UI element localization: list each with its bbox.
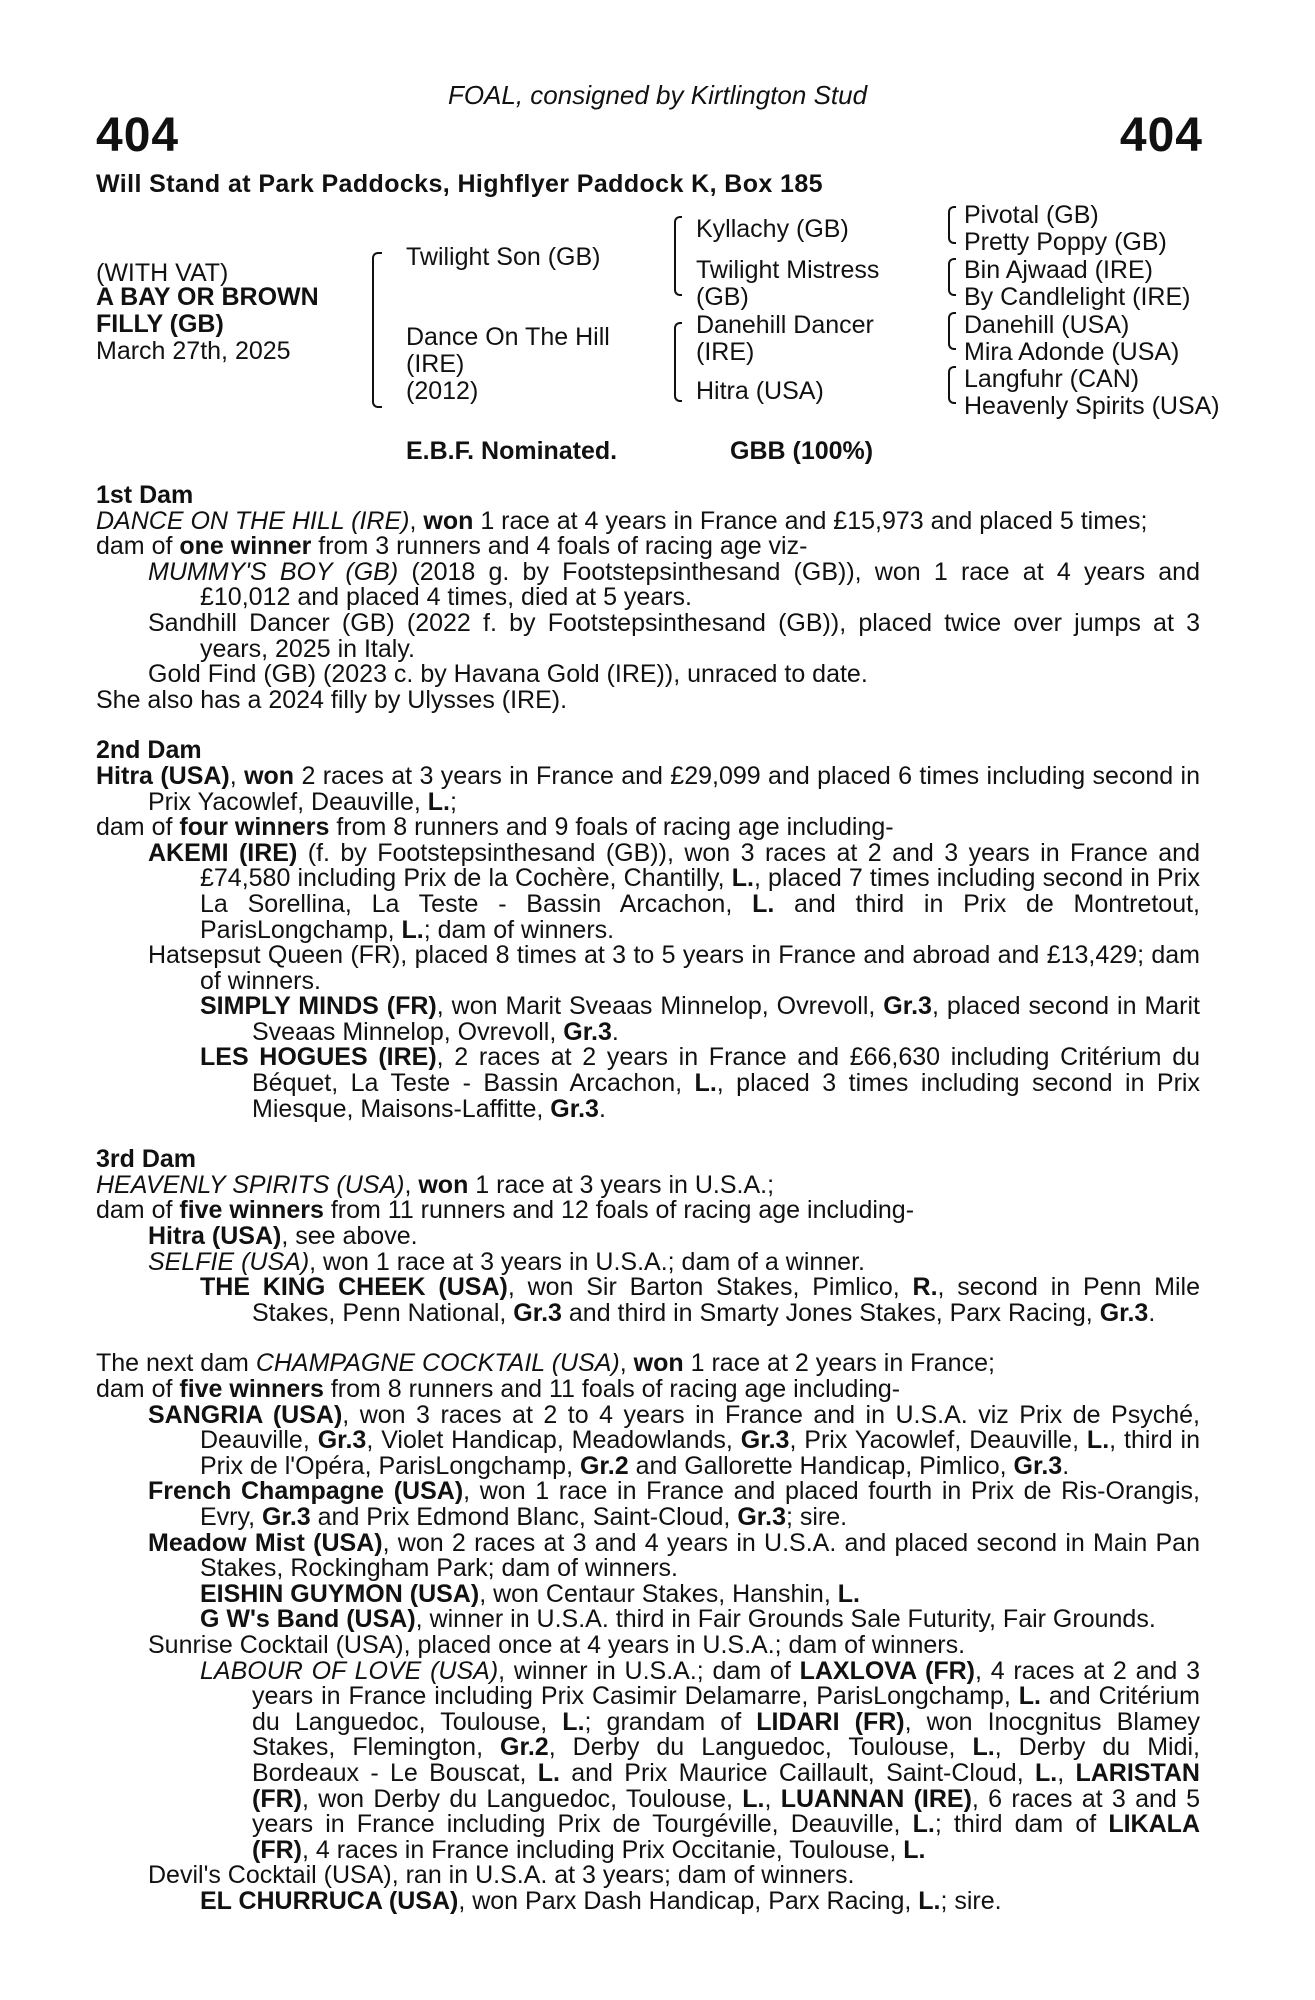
ggp-ddd: Heavenly Spirits (USA) [964, 392, 1220, 420]
third-dam-produce-summary: dam of five winners from 11 runners and 12 foals of racing age including- [96, 1196, 915, 1225]
ggp-sss: Pivotal (GB) [964, 201, 1099, 229]
gbb-status: GBB (100%) [730, 437, 874, 465]
first-dam-name: DANCE ON THE HILL (IRE) [96, 506, 410, 535]
second-dam-produce-summary: dam of four winners from 8 runners and 9 foals of racing age including- [96, 813, 894, 842]
first-dam-produce-1: MUMMY'S BOY (GB) (2018 g. by Footstepsinthesand (GB)), won 1 race at 4 years and £10,012 and placed 4 times, died at 5 years. [148, 557, 1200, 612]
sire-dam-line2: (GB) [696, 283, 749, 311]
lot-number-right: 404 [1119, 109, 1203, 162]
third-dam-section [96, 1147, 1200, 1326]
third-dam-heading: 3rd Dam [96, 1145, 197, 1174]
sire-dam-line1: Twilight Mistress [696, 256, 880, 284]
next-dam-produce-summary: dam of five winners from 8 runners and 11 foals of racing age including- [96, 1375, 901, 1403]
pedigree-brace-3b [948, 258, 956, 296]
dam-name-line2: (IRE) [406, 350, 465, 378]
dam-dam: Hitra (USA) [696, 377, 824, 405]
vat-status: (WITH VAT) [96, 259, 229, 287]
third-dam-produce-1: Hitra (USA), see above. [148, 1222, 418, 1251]
horse-description-line2: FILLY (GB) [96, 310, 224, 338]
first-dam-produce-3: Gold Find (GB) (2023 c. by Havana Gold (IRE)), unraced to date. [148, 660, 868, 689]
first-dam-produce-2: Sandhill Dancer (GB) (2022 f. by Footstepsinthesand (GB)), placed twice over jumps at 3 years, 2025 in Italy. [148, 608, 1200, 663]
second-dam-produce-1: AKEMI (IRE) (f. by Footstepsinthesand (GB)), won 3 races at 2 and 3 years in France and £74,580 including Prix de la Cochère, Chantilly, L., placed 7 times including second in Prix La Sorellina, La Teste - Bassin Arcachon, L. and third in Prix de Montretout, ParisLongchamp, L.; dam of winners. [148, 838, 1200, 944]
next-dam-section [96, 1351, 1200, 1914]
catalogue-body [96, 483, 1200, 1914]
first-dam-heading: 1st Dam [96, 481, 194, 509]
first-dam-record: DANCE ON THE HILL (IRE), won 1 race at 4 years in France and £15,973 and placed 5 times; [96, 506, 1148, 535]
lot-number-left: 404 [96, 109, 180, 162]
pedigree-brace-3a [948, 206, 956, 244]
next-dam-produce-3: Meadow Mist (USA), won 2 races at 3 and 4 years in U.S.A. and placed second in Main Pan Stakes, Rockingham Park; dam of winners. [148, 1528, 1200, 1583]
ggp-dds: Langfuhr (CAN) [964, 365, 1140, 393]
next-dam-produce-5: Devil's Cocktail (USA), ran in U.S.A. at 3 years; dam of winners. [148, 1861, 855, 1890]
dam-year: (2012) [406, 377, 479, 405]
horse-description-line1: A BAY OR BROWN [96, 283, 319, 311]
stand-location: Will Stand at Park Paddocks, Highflyer Paddock K, Box 185 [96, 170, 823, 198]
consignor-line: FOAL, consigned by Kirtlington Stud [447, 80, 868, 110]
ggp-sdd: By Candlelight (IRE) [964, 283, 1191, 311]
next-dam-grandproduce-4: EL CHURRUCA (USA), won Parx Dash Handicap, Parx Racing, L.; sire. [200, 1886, 1002, 1915]
pedigree-brace-1 [372, 252, 382, 408]
pedigree-brace-3c [948, 312, 956, 350]
pedigree-brace-2b [674, 322, 682, 402]
next-dam-produce-4: Sunrise Cocktail (USA), placed once at 4 years in U.S.A.; dam of winners. [148, 1630, 966, 1659]
ggp-dss: Danehill (USA) [964, 311, 1130, 339]
first-dam-note: She also has a 2024 filly by Ulysses (IRE). [96, 685, 568, 714]
ebf-nominated: E.B.F. Nominated. [406, 437, 618, 465]
third-dam-produce-2: SELFIE (USA), won 1 race at 3 years in U.S.A.; dam of a winner. [148, 1247, 865, 1276]
second-dam-record: Hitra (USA), won 2 races at 3 years in France and £29,099 and placed 6 times including second in Prix Yacowlef, Deauville, L.; [96, 761, 1200, 816]
ggp-dsd: Mira Adonde (USA) [964, 338, 1180, 366]
sire-name: Twilight Son (GB) [406, 243, 601, 271]
next-dam-grandproduce-1: EISHIN GUYMON (USA), won Centaur Stakes, Hanshin, L. [200, 1579, 860, 1608]
sire-sire: Kyllachy (GB) [696, 215, 849, 243]
next-dam-grandproduce-2: G W's Band (USA), winner in U.S.A. third in Fair Grounds Sale Futurity, Fair Grounds. [200, 1605, 1156, 1634]
ggp-sds: Bin Ajwaad (IRE) [964, 256, 1153, 284]
second-dam-section [96, 738, 1200, 1122]
foaling-date: March 27th, 2025 [96, 337, 291, 365]
dam-sire-line1: Danehill Dancer [696, 311, 874, 339]
dam-sire-line2: (IRE) [696, 338, 755, 366]
second-dam-grandproduce-2: LES HOGUES (IRE), 2 races at 2 years in France and £66,630 including Critérium du Béquet, La Teste - Bassin Arcachon, L., placed 3 times including second in Prix Miesque, Maisons-Laffitte, Gr.3. [200, 1043, 1200, 1123]
second-dam-produce-2: Hatsepsut Queen (FR), placed 8 times at 3 to 5 years in France and abroad and £13,429; dam of winners. [148, 941, 1200, 995]
second-dam-grandproduce-1: SIMPLY MINDS (FR), won Marit Sveaas Minnelop, Ovrevoll, Gr.3, placed second in Marit Sveaas Minnelop, Ovrevoll, Gr.3. [200, 992, 1200, 1046]
second-dam-heading: 2nd Dam [96, 736, 202, 765]
pedigree-brace-2a [674, 216, 682, 296]
ggp-ssd: Pretty Poppy (GB) [964, 228, 1167, 256]
pedigree-brace-3d [948, 366, 956, 404]
next-dam-produce-2: French Champagne (USA), won 1 race in France and placed fourth in Prix de Ris-Orangis, Evry, Gr.3 and Prix Edmond Blanc, Saint-Cloud, Gr.3; sire. [148, 1477, 1200, 1531]
third-dam-grandproduce-1: THE KING CHEEK (USA), won Sir Barton Stakes, Pimlico, R., second in Penn Mile Stakes, Penn National, Gr.3 and third in Smarty Jones Stakes, Parx Racing, Gr.3. [200, 1273, 1200, 1327]
next-dam-grandproduce-3: LABOUR OF LOVE (USA), winner in U.S.A.; dam of LAXLOVA (FR), 4 races at 2 and 3 years in France including Prix Casimir Delamarre, ParisLongchamp, L. and Critérium du Languedoc, Toulouse, L.; grandam of LIDARI (FR), won Inocgnitus Blamey Stakes, Flemington, Gr.2, Derby du Languedoc, Toulouse, L., Derby du Midi, Bordeaux - Le Bouscat, L. and Prix Maurice Caillault, Saint-Cloud, L., LARISTAN (FR), won Derby du Languedoc, Toulouse, L., LUANNAN (IRE), 6 races at 3 and 5 years in France including Prix de Tourgéville, Deauville, L.; third dam of LIKALA (FR), 4 races in France including Prix Occitanie, Toulouse, L. [200, 1656, 1200, 1864]
first-dam-produce-summary: dam of one winner from 3 runners and 4 foals of racing age viz- [96, 532, 808, 561]
first-dam-section [96, 483, 1200, 713]
next-dam-record: The next dam CHAMPAGNE COCKTAIL (USA), won 1 race at 2 years in France; [96, 1349, 995, 1378]
next-dam-produce-1: SANGRIA (USA), won 3 races at 2 to 4 years in France and in U.S.A. viz Prix de Psyché, Deauville, Gr.3, Violet Handicap, Meadowlands, Gr.3, Prix Yacowlef, Deauville, L., third in Prix de l'Opéra, ParisLongchamp, Gr.2 and Gallorette Handicap, Pimlico, Gr.3. [148, 1400, 1200, 1480]
third-dam-record: HEAVENLY SPIRITS (USA), won 1 race at 3 years in U.S.A.; [96, 1170, 775, 1199]
dam-name-line1: Dance On The Hill [406, 323, 610, 351]
